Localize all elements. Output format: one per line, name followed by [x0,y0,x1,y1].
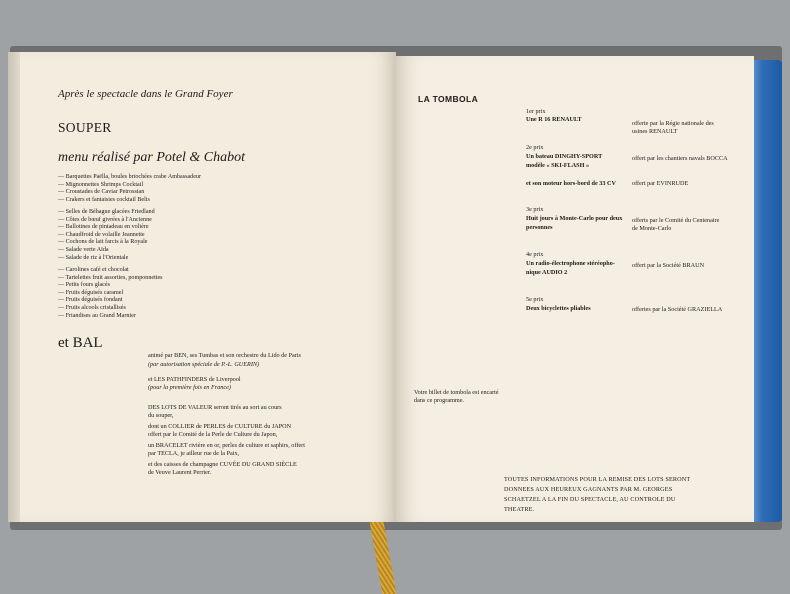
prize-donor: offert par les chantiers navals BOCCA [632,155,728,162]
prize-item: Une R 16 RENAULT [526,116,582,123]
right-page [396,56,754,522]
menu-item: — Côtes de bœuf givrées à l'Ancienne [58,216,152,223]
menu-heading: menu réalisé par Potel & Chabot [58,150,246,165]
lots-line: DES LOTS DE VALEUR seront tirés au sort au cours [148,404,282,411]
prize-item: Un bateau DINGHY-SPORT [526,153,603,160]
lots-line: et des caisses de champagne CUVÉE DU GRAND SIÈCLE [148,461,297,468]
prize-donor: usines RENAULT [632,128,678,135]
prize-item: modèle « SKI-FLASH » [526,162,590,169]
menu-item: — Carolines café et chocolat [58,267,129,273]
menu-item: — Chaudfroid de volaille Jeannette [58,231,145,238]
bookmark-ribbon [370,522,397,594]
ticket-note: dans ce programme. [414,397,464,404]
prize-item: personnes [526,224,553,231]
prize-donor: offerts par le Comité du Centenaire [632,217,720,224]
bal-pathfinders-line: et LES PATHFINDERS de Liverpool [148,376,241,383]
menu-list-starters [58,174,201,204]
bal-first-time-line: (pour la première fois en France) [148,384,231,391]
menu-item: — Friandises au Grand Marnier [58,312,136,319]
bal-orchestra-line: animé par BEN, ses Tumbas et son orchestre du Lido de Paris [148,352,301,359]
menu-item: — Petits fours glacés [58,282,110,289]
lots-line: dont un COLLIER de PERLES de CULTURE du JAPON [148,423,292,430]
prize-rank: 3e prix [526,206,544,213]
prize-donor: offert par EVINRUDE [632,180,689,187]
souper-heading: SOUPER [58,120,112,135]
prize-rank: 5e prix [526,296,544,303]
info-line: SCHAETZEL A LA FIN DU SPECTACLE, AU CONTROLE DU [504,496,676,503]
prize-item: et son moteur hors-bord de 33 CV [526,180,616,187]
info-line: TOUTES INFORMATIONS POUR LA REMISE DES LOTS SERONT [504,476,691,483]
prize-item: Deux bicyclettes pliables [526,305,591,312]
bal-authorisation-line: (par autorisation spéciale de P.-L. GUERIN) [148,361,260,368]
menu-item: — Fruits déguisés caramel [58,289,124,296]
prize-donor: offert par la Société BRAUN [632,262,705,269]
menu-item: — Mignonnettes Shrimps Cocktail [58,181,144,188]
info-line: THEATRE. [504,506,535,513]
prize-donor: offertes par la Société GRAZIELLA [632,306,723,313]
lots-line: de Veuve Laurent Perrier. [148,469,212,476]
lots-line: un BRACELET rivière en or, perles de culture et saphirs, offert [148,442,305,449]
menu-item: — Selles de Béhague glacées Friedland [58,209,155,215]
menu-item: — Fruits déguisés fondant [58,297,123,304]
menu-list-mains [58,209,155,262]
menu-item: — Cochons de lait farcis à la Royale [58,239,148,246]
menu-item: — Crakers et fantaisies cocktail Belis [58,196,150,203]
menu-item: — Barquettes Paëlla, boules briochées crabe Ambassadeur [58,174,201,180]
prize-item: Huit jours à Monte-Carlo pour deux [526,215,623,222]
prize-rank: 4e prix [526,251,544,258]
menu-item: — Salade de riz à l'Orientale [58,254,129,261]
menu-item: — Ballotines de pintadeau en volière [58,224,149,231]
menu-item: — Fruits alcools cristallisés [58,304,126,311]
prize-item: nique AUDIO 2 [526,269,568,276]
menu-item: — Tartelettes fruit assorties, pomponnettes [58,274,163,281]
tombola-heading: LA TOMBOLA [418,94,479,104]
left-page [20,52,396,522]
lots-line: offert par le Comité de la Perle de Culture du Japon, [148,431,278,438]
ticket-note: Votre billet de tombola est encarté [414,389,499,396]
menu-list-desserts [58,267,163,320]
prize-item: Un radio-électrophone stéréopho- [526,260,615,267]
lots-line: du souper, [148,412,174,419]
bal-heading: et BAL [58,335,103,351]
lots-line: par TECLA, je ailleur rue de la Paix, [148,450,240,457]
menu-item: — Croustades de Caviar Petrossian [58,189,145,196]
prize-donor: de Monte-Carlo [632,225,672,232]
prize-rank: 1er prix [526,108,546,115]
info-line: DONNEES AUX HEUREUX GAGNANTS PAR M. GEORGES [504,486,673,493]
intro-text: Après le spectacle dans le Grand Foyer [58,88,233,100]
menu-item: — Salade verte Aïda [58,246,109,253]
prize-rank: 2e prix [526,144,544,151]
prize-donor: offerte par la Régie nationale des [632,120,714,127]
